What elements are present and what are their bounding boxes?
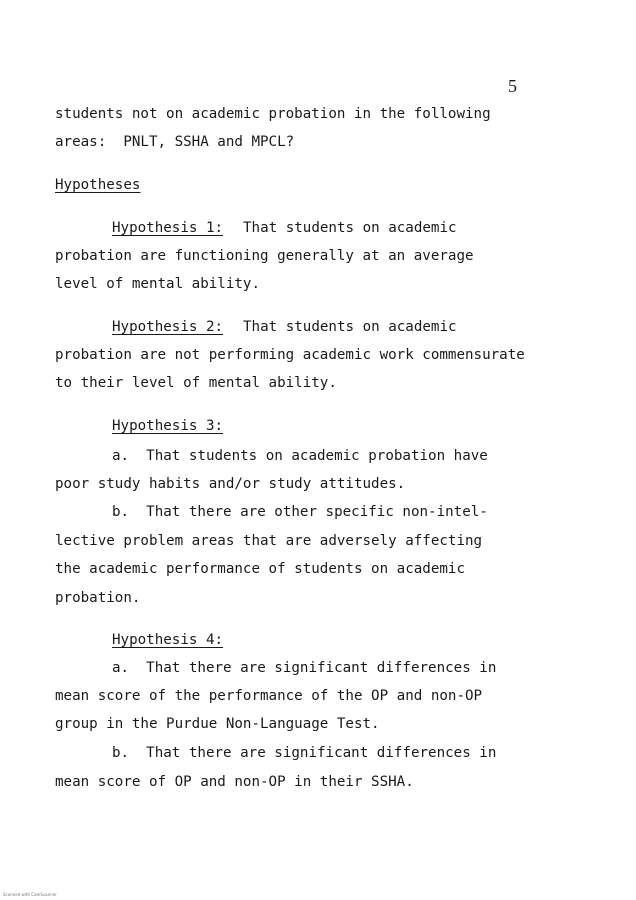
hypothesis-4a-line-1: a. That there are significant differences in xyxy=(112,660,497,676)
hypothesis-2-line-1: That students on academic xyxy=(243,319,457,335)
hypothesis-4a-line-3: group in the Purdue Non-Language Test. xyxy=(55,716,380,732)
hypothesis-2-line-2: probation are not performing academic work commensurate xyxy=(55,347,525,363)
hypothesis-3-label: Hypothesis 3: xyxy=(112,418,224,434)
hypothesis-1-line-2: probation are functioning generally at an average xyxy=(55,248,474,264)
page-number: 5 xyxy=(508,76,517,96)
hypothesis-3b-line-2: lective problem areas that are adversely affecting xyxy=(55,533,483,549)
intro-line-2: areas: PNLT, SSHA and MPCL? xyxy=(55,134,295,150)
hypothesis-2-line-3: to their level of mental ability. xyxy=(55,375,337,391)
section-heading: Hypotheses xyxy=(55,177,141,193)
hypothesis-3b-line-4: probation. xyxy=(55,590,141,606)
intro-line-1: students not on academic probation in the following xyxy=(55,106,491,122)
hypothesis-4-label: Hypothesis 4: xyxy=(112,632,224,648)
hypothesis-1-line-3: level of mental ability. xyxy=(55,276,260,292)
hypothesis-1-label: Hypothesis 1: xyxy=(112,220,224,236)
hypothesis-4b-line-2: mean score of OP and non-OP in their SSHA. xyxy=(55,774,414,790)
hypothesis-2-label: Hypothesis 2: xyxy=(112,319,224,335)
hypothesis-3b-line-1: b. That there are other specific non-intel- xyxy=(112,504,488,520)
hypothesis-4b-line-1: b. That there are significant differences in xyxy=(112,745,497,761)
hypothesis-4a-line-2: mean score of the performance of the OP and non-OP xyxy=(55,688,483,704)
footer-scan-mark: Scanned with CamScanner xyxy=(3,892,57,897)
hypothesis-3a-line-1: a. That students on academic probation have xyxy=(112,448,488,464)
hypothesis-3b-line-3: the academic performance of students on academic xyxy=(55,561,465,577)
hypothesis-3a-line-2: poor study habits and/or study attitudes. xyxy=(55,476,406,492)
hypothesis-1-line-1: That students on academic xyxy=(243,220,457,236)
